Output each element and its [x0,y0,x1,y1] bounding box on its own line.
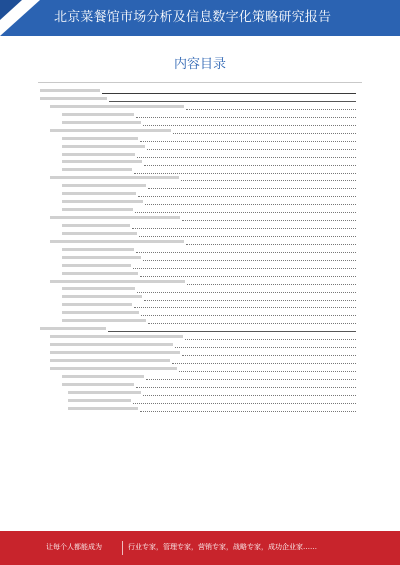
toc-entry[interactable] [38,358,362,366]
toc-entry-title [60,144,145,152]
toc-entry-title [60,183,146,191]
toc-entry-title [48,350,180,358]
toc-entry-title [66,390,141,398]
toc-entry[interactable] [38,398,362,406]
toc-leader-dots [141,315,356,316]
toc-entry[interactable] [38,406,362,414]
toc-leader-dots [132,228,356,229]
toc-entry[interactable] [38,294,362,302]
toc-leader-dots [182,355,356,356]
toc-leader-dots [172,363,356,364]
toc-leader-dots [146,379,356,380]
toc-entry[interactable] [38,334,362,342]
toc-entry-title [48,239,184,247]
toc-entry[interactable] [38,310,362,318]
toc-entry[interactable] [38,120,362,128]
toc-leader-dots [139,236,356,237]
toc-entry-title [60,263,131,271]
toc-entry-title [48,175,179,183]
toc-leader-dots [144,300,356,301]
toc-entry[interactable] [38,374,362,382]
toc-entry[interactable] [38,167,362,175]
toc-leader-dots [185,339,356,340]
toc-entry[interactable] [38,279,362,287]
toc-entry-title [60,310,139,318]
toc-entry[interactable] [38,159,362,167]
toc-entry[interactable] [38,318,362,326]
toc-entry[interactable] [38,326,362,334]
toc-entry[interactable] [38,191,362,199]
toc-leader-dots [140,276,356,277]
toc-entry-title [38,96,107,104]
toc-entry-title [60,191,136,199]
toc-leader-dots [133,268,356,269]
toc-leader-dots [186,244,356,245]
toc-entry[interactable] [38,286,362,294]
toc-leader-dots [108,331,356,332]
toc-entry-title [48,358,170,366]
toc-leader-dots [148,188,356,189]
toc-leader-dots [137,292,356,293]
toc-leader-dots [143,260,356,261]
toc-entry-title [60,167,132,175]
toc-entry-title [60,374,144,382]
toc-heading: 内容目录 [173,57,226,72]
toc-leader-dots [137,157,356,158]
toc-leader-dots [136,252,356,253]
toc-entry-title [48,342,173,350]
toc-entry-title [66,398,131,406]
toc-entry-title [66,406,138,414]
toc-entry[interactable] [38,342,362,350]
toc-entry[interactable] [38,263,362,271]
toc-entry[interactable] [38,239,362,247]
toc-entry-title [60,159,142,167]
toc-entry[interactable] [38,175,362,183]
toc-entry[interactable] [38,255,362,263]
toc-leader-dots [148,323,356,324]
toc-entry[interactable] [38,271,362,279]
toc-entry-title [60,112,134,120]
toc-entry-title [60,152,135,160]
toc-entry-title [48,215,180,223]
toc-leader-dots [147,149,356,150]
toc-entry-title [48,334,183,342]
toc-entry[interactable] [38,231,362,239]
toc-entry[interactable] [38,207,362,215]
toc-entry-title [60,286,135,294]
toc-entry-title [48,366,177,374]
footer-divider [122,541,123,555]
toc-leader-dots [133,403,356,404]
toc-entry-title [60,120,141,128]
toc-entry-title [48,279,185,287]
toc-entry-title [48,128,171,136]
toc-entry[interactable] [38,199,362,207]
toc-entry-title [38,326,106,334]
toc-leader-dots [173,133,356,134]
toc-leader-dots [102,93,356,94]
toc-entry[interactable] [38,390,362,398]
toc-entry-title [60,318,146,326]
toc-leader-dots [135,212,356,213]
toc-leader-dots [186,109,356,110]
toc-entry[interactable] [38,96,362,104]
toc-entry[interactable] [38,382,362,390]
toc-entry-title [38,88,100,96]
toc-entry-title [60,223,130,231]
toc-leader-dots [145,204,356,205]
toc-entry[interactable] [38,223,362,231]
toc-leader-dots [143,395,356,396]
toc-entry[interactable] [38,152,362,160]
toc-leader-dots [181,180,356,181]
toc-entry-title [60,207,133,215]
toc-entry[interactable] [38,144,362,152]
banner-corner-accent [0,0,22,20]
toc-entry[interactable] [38,128,362,136]
toc-entry-title [48,104,184,112]
toc-entry-title [60,255,141,263]
toc-leader-dots [134,173,356,174]
toc-leader-dots [140,411,356,412]
toc-leader-dots [109,101,356,102]
toc-entry[interactable] [38,366,362,374]
toc-entry[interactable] [38,112,362,120]
toc-heading-divider [38,82,362,83]
toc-entry[interactable] [38,247,362,255]
toc-leader-dots [144,165,356,166]
table-of-contents [38,88,362,413]
toc-leader-dots [136,117,356,118]
toc-entry[interactable] [38,104,362,112]
toc-leader-dots [138,196,356,197]
footer-banner [0,531,400,565]
toc-entry-title [60,247,134,255]
toc-entry[interactable] [38,136,362,144]
footer-slogan-left: 让每个人都能成为 [46,543,102,551]
footer-slogan-right: 行业专家，管理专家，营销专家，战略专家，成功企业家…… [128,543,317,551]
report-title: 北京菜餐馆市场分析及信息数字化策略研究报告 [54,10,332,25]
toc-leader-dots [134,307,356,308]
header-banner [0,0,400,36]
toc-entry[interactable] [38,302,362,310]
toc-entry-title [60,231,137,239]
toc-entry-title [60,199,143,207]
toc-entry[interactable] [38,215,362,223]
toc-leader-dots [140,141,356,142]
toc-entry[interactable] [38,183,362,191]
toc-leader-dots [182,220,356,221]
toc-entry-title [60,271,138,279]
toc-entry-title [60,294,142,302]
toc-leader-dots [175,347,356,348]
toc-leader-dots [187,284,356,285]
toc-entry-title [60,302,132,310]
toc-leader-dots [143,125,356,126]
toc-entry-title [60,382,134,390]
toc-entry-title [60,136,138,144]
toc-entry[interactable] [38,88,362,96]
toc-leader-dots [136,387,356,388]
toc-leader-dots [179,371,356,372]
toc-entry[interactable] [38,350,362,358]
